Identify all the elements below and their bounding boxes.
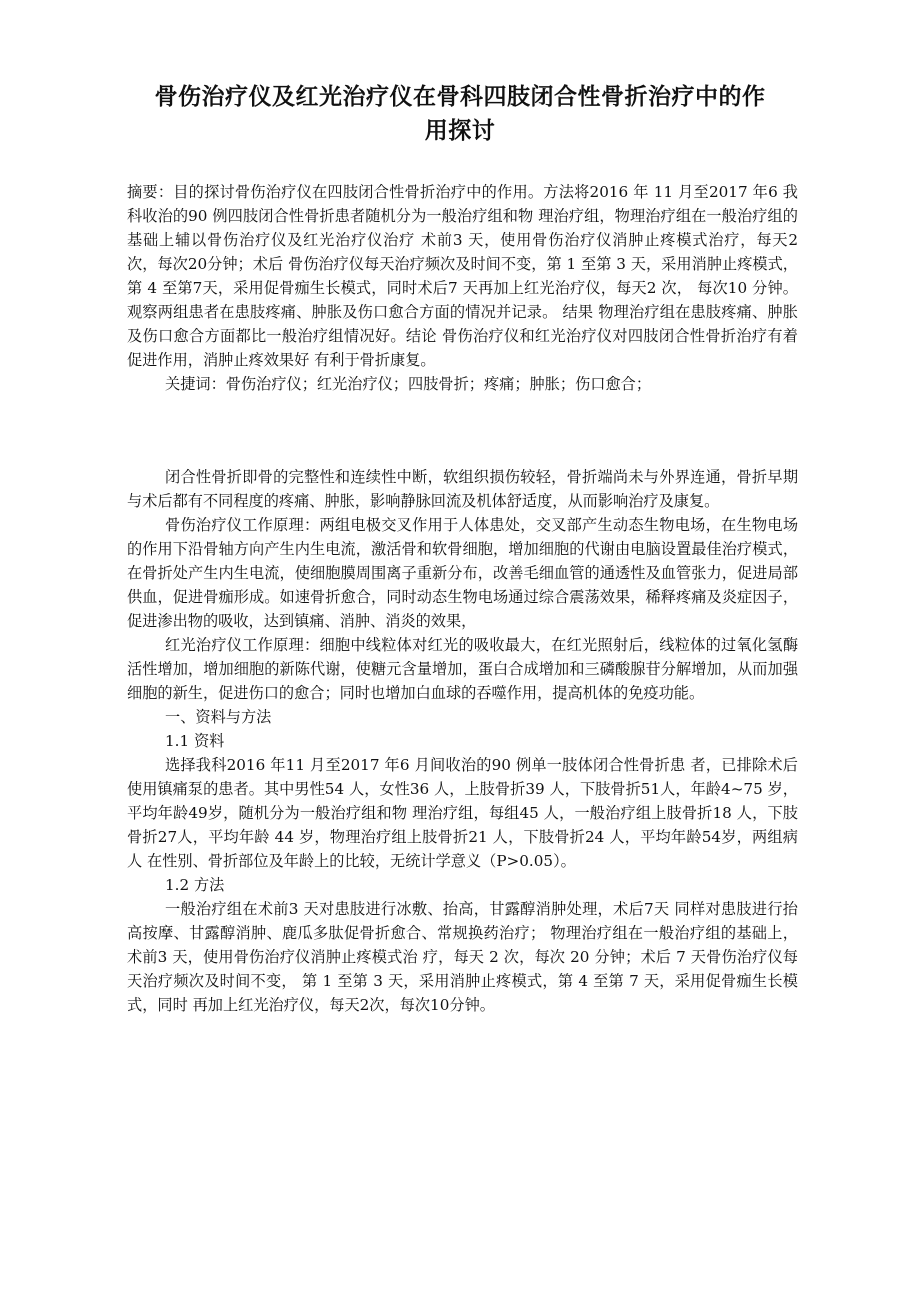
- materials-paragraph: 选择我科2016 年11 月至2017 年6 月间收治的90 例单一肢体闭合性骨折患 者，已排除术后使用镇痛泵的患者。其中男性54 人，女性36 人，上肢骨折39 人，下肢骨折51人，年龄4~75 岁，平均年龄49岁，随机分为一般治疗组和物 理治疗组，每组45 人，一般治疗组上肢骨折18 人，下肢骨折27人，平均年龄 44 岁，物理治疗组上肢骨折21 人，下肢骨折24 人，平均年龄54岁，两组病人 在性别、骨折部位及年龄上的比较，无统计学意义（P>0.05）。: [127, 756, 798, 870]
- subsection-heading-materials: 1.1 资料: [165, 732, 225, 750]
- document-title: [120, 80, 800, 148]
- intro-paragraph: 闭合性骨折即骨的完整性和连续性中断，软组织损伤较轻，骨折端尚未与外界连通，骨折早期与术后都有不同程度的疼痛、肿胀，影响静脉回流及机体舒适度，从而影响治疗及康复。: [127, 468, 798, 510]
- methods-paragraph: 一般治疗组在术前3 天对患肢进行冰敷、抬高，甘露醇消肿处理，术后7天 同样对患肢进行抬高按摩、甘露醇消肿、鹿瓜多肽促骨折愈合、常规换药治疗； 物理治疗组在一般治疗组的基础上，术前3 天，使用骨伤治疗仪消肿止疼模式治 疗，每天 2 次，每次 20 分钟；术后 7 天骨伤治疗仪每天治疗频次及时间不变， 第 1 至第 3 天，采用消肿止疼模式，第 4 至第 7 天，采用促骨痂生长模式，同时 再加上红光治疗仪，每天2次，每次10分钟。: [127, 900, 798, 1014]
- abstract-section: [127, 180, 798, 396]
- subsection-heading-methods: 1.2 方法: [165, 876, 225, 894]
- title-line-2: 用探讨: [424, 118, 496, 144]
- main-body: [127, 465, 798, 1017]
- keywords-line: 关捷词：骨伤治疗仪；红光治疗仪；四肢骨折；疼痛；肿胀；伤口愈合；: [165, 375, 651, 393]
- bone-device-principle-paragraph: 骨伤治疗仪工作原理：两组电极交叉作用于人体患处，交叉部产生动态生物电场，在生物电场的作用下沿骨轴方向产生内生电流，激活骨和软骨细胞，增加细胞的代谢由电脑设置最佳治疗模式，在骨折处产生内生电流，使细胞膜周围离子重新分布，改善毛细血管的通透性及血管张力，促进局部供血，促进骨痂形成。如速骨折愈合，同时动态生物电场通过综合震荡效果，稀释疼痛及炎症因子，促进渗出物的吸收，达到镇痛、消肿、消炎的效果，: [127, 516, 798, 630]
- section-heading-materials-methods: 一、资料与方法: [165, 708, 272, 726]
- title-line-1: 骨伤治疗仪及红光治疗仪在骨科四肢闭合性骨折治疗中的作: [154, 84, 766, 110]
- abstract-paragraph: 摘要：目的探讨骨伤治疗仪在四肢闭合性骨折治疗中的作用。方法将2016 年 11 月至2017 年6 我科收治的90 例四肢闭合性骨折患者随机分为一般治疗组和物 理治疗组，物理治疗组在一般治疗组的基础上辅以骨伤治疗仪及红光治疗仪治疗 术前3 天，使用骨伤治疗仪消肿止疼模式治疗，每天2 次，每次20分钟；术后 骨伤治疗仪每天治疗频次及时间不变，第 1 至第 3 天，采用消肿止疼模式，第 4 至第7天，采用促骨痂生长模式，同时术后7 天再加上红光治疗仪，每天2 次， 每次10 分钟。观察两组患者在患肢疼痛、肿胀及伤口愈合方面的情况并记录。 结果 物理治疗组在患肢疼痛、肿胀及伤口愈合方面都比一般治疗组情况好。结论 骨伤治疗仪和红光治疗仪对四肢闭合性骨折治疗有着促进作用，消肿止疼效果好 有利于骨折康复。: [127, 183, 798, 369]
- red-light-principle-paragraph: 红光治疗仪工作原理：细胞中线粒体对红光的吸收最大，在红光照射后，线粒体的过氧化氢酶活性增加，增加细胞的新陈代谢，使糖元含量增加，蛋白合成增加和三磷酸腺苷分解增加，从而加强细胞的新生，促进伤口的愈合；同时也增加白血球的吞噬作用，提高机体的免疫功能。: [127, 636, 798, 702]
